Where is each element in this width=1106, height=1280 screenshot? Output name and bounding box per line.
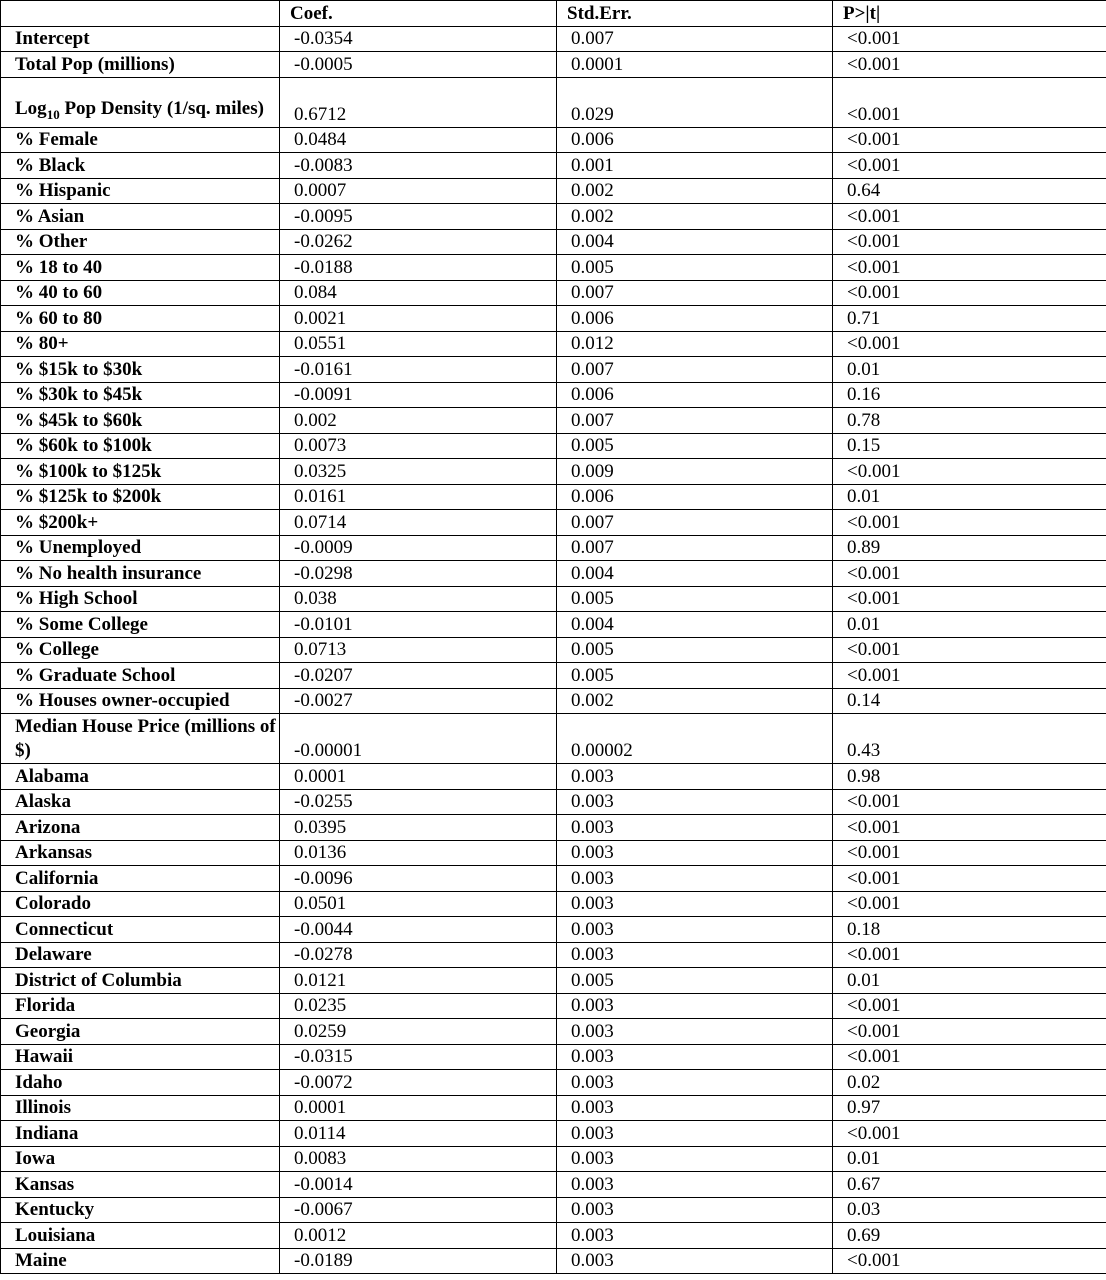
pvalue-cell: <0.001: [833, 866, 1106, 892]
row-label: Arizona: [1, 815, 280, 841]
coef-cell: 0.038: [280, 586, 557, 612]
coef-cell: 0.0551: [280, 331, 557, 357]
table-row: [1, 1146, 1106, 1172]
pvalue-cell: <0.001: [833, 891, 1106, 917]
pvalue-cell: <0.001: [833, 26, 1106, 52]
stderr-cell: 0.003: [557, 1223, 833, 1249]
row-label: Total Pop (millions): [1, 52, 280, 78]
stderr-cell: 0.006: [557, 382, 833, 408]
pvalue-cell: <0.001: [833, 1044, 1106, 1070]
stderr-cell: 0.007: [557, 280, 833, 306]
pvalue-cell: <0.001: [833, 127, 1106, 153]
coef-cell: 0.0007: [280, 178, 557, 204]
table-row: [1, 917, 1106, 943]
stderr-cell: 0.003: [557, 917, 833, 943]
stderr-cell: 0.007: [557, 26, 833, 52]
pvalue-cell: <0.001: [833, 1248, 1106, 1274]
row-label: Delaware: [1, 942, 280, 968]
table-row: [1, 891, 1106, 917]
row-label: % Some College: [1, 612, 280, 638]
row-label-subscript: 10: [46, 106, 60, 122]
row-label: Hawaii: [1, 1044, 280, 1070]
coef-cell: -0.0298: [280, 561, 557, 587]
coef-cell: -0.0096: [280, 866, 557, 892]
table-row: [1, 1223, 1106, 1249]
coef-cell: -0.0262: [280, 229, 557, 255]
pvalue-cell: 0.98: [833, 764, 1106, 790]
coef-cell: -0.0027: [280, 688, 557, 714]
coef-cell: 0.0114: [280, 1121, 557, 1147]
pvalue-cell: 0.01: [833, 484, 1106, 510]
pvalue-cell: 0.01: [833, 968, 1106, 994]
row-label: % High School: [1, 586, 280, 612]
row-label: % 60 to 80: [1, 306, 280, 332]
table-row: [1, 52, 1106, 78]
coef-cell: 0.0136: [280, 840, 557, 866]
pvalue-cell: 0.16: [833, 382, 1106, 408]
table-row: [1, 153, 1106, 179]
table-row: [1, 408, 1106, 434]
coef-cell: -0.00001: [280, 714, 557, 764]
pvalue-cell: 0.14: [833, 688, 1106, 714]
table-row: [1, 204, 1106, 230]
row-label: % Unemployed: [1, 535, 280, 561]
coef-cell: -0.0354: [280, 26, 557, 52]
table-row: [1, 1044, 1106, 1070]
row-label: % 80+: [1, 331, 280, 357]
row-label: Alaska: [1, 789, 280, 815]
stderr-cell: 0.001: [557, 153, 833, 179]
row-label: [1, 77, 280, 127]
row-label: % Female: [1, 127, 280, 153]
coef-cell: 0.0501: [280, 891, 557, 917]
table-row: [1, 688, 1106, 714]
table-row: [1, 1172, 1106, 1198]
coef-cell: 0.0021: [280, 306, 557, 332]
coef-cell: -0.0278: [280, 942, 557, 968]
pvalue-cell: <0.001: [833, 663, 1106, 689]
stderr-cell: 0.009: [557, 459, 833, 485]
pvalue-cell: 0.64: [833, 178, 1106, 204]
row-label: % Hispanic: [1, 178, 280, 204]
row-label: % $100k to $125k: [1, 459, 280, 485]
table-row: [1, 561, 1106, 587]
stderr-cell: 0.003: [557, 942, 833, 968]
coef-cell: -0.0072: [280, 1070, 557, 1096]
stderr-cell: 0.029: [557, 77, 833, 127]
row-label: Idaho: [1, 1070, 280, 1096]
row-label: % Houses owner-occupied: [1, 688, 280, 714]
pvalue-cell: <0.001: [833, 229, 1106, 255]
row-label: Kentucky: [1, 1197, 280, 1223]
pvalue-cell: <0.001: [833, 510, 1106, 536]
pvalue-cell: 0.01: [833, 612, 1106, 638]
coef-cell: 0.0073: [280, 433, 557, 459]
pvalue-cell: 0.67: [833, 1172, 1106, 1198]
stderr-cell: 0.003: [557, 789, 833, 815]
row-label: Colorado: [1, 891, 280, 917]
row-label: % 18 to 40: [1, 255, 280, 281]
row-label: Arkansas: [1, 840, 280, 866]
header-row: [1, 1, 1106, 27]
coef-cell: 0.0325: [280, 459, 557, 485]
table-row: [1, 229, 1106, 255]
coef-cell: -0.0188: [280, 255, 557, 281]
stderr-cell: 0.007: [557, 357, 833, 383]
pvalue-cell: 0.02: [833, 1070, 1106, 1096]
pvalue-cell: 0.18: [833, 917, 1106, 943]
stderr-cell: 0.004: [557, 561, 833, 587]
row-label: Indiana: [1, 1121, 280, 1147]
stderr-cell: 0.007: [557, 535, 833, 561]
pvalue-cell: <0.001: [833, 993, 1106, 1019]
coef-cell: 0.0714: [280, 510, 557, 536]
pvalue-cell: <0.001: [833, 942, 1106, 968]
pvalue-cell: <0.001: [833, 204, 1106, 230]
table-row: [1, 866, 1106, 892]
pvalue-cell: <0.001: [833, 255, 1106, 281]
table-row: [1, 1248, 1106, 1274]
coef-cell: 0.0001: [280, 764, 557, 790]
table-row: [1, 789, 1106, 815]
pvalue-cell: <0.001: [833, 815, 1106, 841]
table-row: [1, 968, 1106, 994]
pvalue-cell: 0.71: [833, 306, 1106, 332]
stderr-cell: 0.004: [557, 612, 833, 638]
coef-cell: -0.0161: [280, 357, 557, 383]
stderr-cell: 0.002: [557, 178, 833, 204]
table-row: [1, 178, 1106, 204]
row-label: % Graduate School: [1, 663, 280, 689]
row-label: Louisiana: [1, 1223, 280, 1249]
coef-cell: -0.0005: [280, 52, 557, 78]
table-row: [1, 637, 1106, 663]
table-row: [1, 77, 1106, 127]
stderr-cell: 0.002: [557, 204, 833, 230]
pvalue-cell: 0.97: [833, 1095, 1106, 1121]
pvalue-cell: <0.001: [833, 52, 1106, 78]
row-label: Alabama: [1, 764, 280, 790]
header-pvalue: P>|t|: [833, 1, 1106, 27]
coef-cell: 0.0235: [280, 993, 557, 1019]
stderr-cell: 0.003: [557, 1070, 833, 1096]
pvalue-cell: <0.001: [833, 280, 1106, 306]
table-row: [1, 714, 1106, 764]
stderr-cell: 0.005: [557, 433, 833, 459]
pvalue-cell: 0.03: [833, 1197, 1106, 1223]
coef-cell: -0.0101: [280, 612, 557, 638]
coef-cell: -0.0083: [280, 153, 557, 179]
row-label: Illinois: [1, 1095, 280, 1121]
stderr-cell: 0.003: [557, 866, 833, 892]
coef-cell: 0.0395: [280, 815, 557, 841]
table-row: [1, 1121, 1106, 1147]
coef-cell: -0.0315: [280, 1044, 557, 1070]
stderr-cell: 0.003: [557, 1197, 833, 1223]
row-label: % Black: [1, 153, 280, 179]
coef-cell: 0.0713: [280, 637, 557, 663]
table-row: [1, 255, 1106, 281]
stderr-cell: 0.003: [557, 1095, 833, 1121]
pvalue-cell: <0.001: [833, 77, 1106, 127]
coef-cell: -0.0091: [280, 382, 557, 408]
stderr-cell: 0.003: [557, 840, 833, 866]
table-row: [1, 306, 1106, 332]
table-row: [1, 357, 1106, 383]
stderr-cell: 0.004: [557, 229, 833, 255]
table-row: [1, 815, 1106, 841]
pvalue-cell: 0.01: [833, 1146, 1106, 1172]
table-row: [1, 993, 1106, 1019]
stderr-cell: 0.006: [557, 127, 833, 153]
stderr-cell: 0.003: [557, 1044, 833, 1070]
row-label: % College: [1, 637, 280, 663]
header-coef: Coef.: [280, 1, 557, 27]
stderr-cell: 0.002: [557, 688, 833, 714]
coef-cell: 0.0484: [280, 127, 557, 153]
coef-cell: 0.002: [280, 408, 557, 434]
row-label: % $45k to $60k: [1, 408, 280, 434]
pvalue-cell: <0.001: [833, 459, 1106, 485]
pvalue-cell: <0.001: [833, 561, 1106, 587]
header-label-cell: [1, 1, 280, 27]
coef-cell: -0.0189: [280, 1248, 557, 1274]
coef-cell: -0.0044: [280, 917, 557, 943]
row-label: % Other: [1, 229, 280, 255]
coef-cell: 0.0083: [280, 1146, 557, 1172]
stderr-cell: 0.003: [557, 764, 833, 790]
pvalue-cell: <0.001: [833, 153, 1106, 179]
table-row: [1, 510, 1106, 536]
pvalue-cell: 0.89: [833, 535, 1106, 561]
table-row: [1, 1019, 1106, 1045]
coef-cell: 0.084: [280, 280, 557, 306]
stderr-cell: 0.003: [557, 1121, 833, 1147]
table-row: [1, 433, 1106, 459]
stderr-cell: 0.005: [557, 637, 833, 663]
row-label: Iowa: [1, 1146, 280, 1172]
pvalue-cell: <0.001: [833, 840, 1106, 866]
row-label: % $125k to $200k: [1, 484, 280, 510]
table-row: [1, 26, 1106, 52]
row-label: Florida: [1, 993, 280, 1019]
pvalue-cell: <0.001: [833, 331, 1106, 357]
stderr-cell: 0.005: [557, 968, 833, 994]
stderr-cell: 0.003: [557, 1146, 833, 1172]
coef-cell: 0.0121: [280, 968, 557, 994]
table-row: [1, 586, 1106, 612]
stderr-cell: 0.005: [557, 663, 833, 689]
coef-cell: 0.6712: [280, 77, 557, 127]
row-label: % $60k to $100k: [1, 433, 280, 459]
coef-cell: -0.0095: [280, 204, 557, 230]
table-row: [1, 382, 1106, 408]
stderr-cell: 0.007: [557, 408, 833, 434]
table-row: [1, 459, 1106, 485]
row-label: % No health insurance: [1, 561, 280, 587]
table-row: [1, 612, 1106, 638]
row-label: Intercept: [1, 26, 280, 52]
pvalue-cell: <0.001: [833, 1121, 1106, 1147]
stderr-cell: 0.006: [557, 306, 833, 332]
coef-cell: 0.0001: [280, 1095, 557, 1121]
row-label: Median House Price (millions of $): [1, 714, 280, 764]
row-label: % $15k to $30k: [1, 357, 280, 383]
table-row: [1, 280, 1106, 306]
coef-cell: 0.0161: [280, 484, 557, 510]
stderr-cell: 0.003: [557, 1248, 833, 1274]
stderr-cell: 0.006: [557, 484, 833, 510]
coef-cell: -0.0009: [280, 535, 557, 561]
coef-cell: -0.0067: [280, 1197, 557, 1223]
row-label: % $200k+: [1, 510, 280, 536]
stderr-cell: 0.003: [557, 993, 833, 1019]
table-row: [1, 484, 1106, 510]
row-label: % 40 to 60: [1, 280, 280, 306]
pvalue-cell: 0.69: [833, 1223, 1106, 1249]
coef-cell: -0.0014: [280, 1172, 557, 1198]
stderr-cell: 0.012: [557, 331, 833, 357]
pvalue-cell: <0.001: [833, 789, 1106, 815]
stderr-cell: 0.00002: [557, 714, 833, 764]
stderr-cell: 0.003: [557, 891, 833, 917]
row-label: Connecticut: [1, 917, 280, 943]
row-label: % $30k to $45k: [1, 382, 280, 408]
row-label: District of Columbia: [1, 968, 280, 994]
table-row: [1, 942, 1106, 968]
stderr-cell: 0.003: [557, 1019, 833, 1045]
coef-cell: -0.0255: [280, 789, 557, 815]
table-row: [1, 840, 1106, 866]
table-row: [1, 535, 1106, 561]
row-label: California: [1, 866, 280, 892]
pvalue-cell: 0.15: [833, 433, 1106, 459]
pvalue-cell: <0.001: [833, 637, 1106, 663]
stderr-cell: 0.003: [557, 815, 833, 841]
table-row: [1, 331, 1106, 357]
pvalue-cell: 0.78: [833, 408, 1106, 434]
row-label: Georgia: [1, 1019, 280, 1045]
table-row: [1, 1070, 1106, 1096]
pvalue-cell: <0.001: [833, 1019, 1106, 1045]
header-stderr: Std.Err.: [557, 1, 833, 27]
stderr-cell: 0.007: [557, 510, 833, 536]
table-row: [1, 127, 1106, 153]
stderr-cell: 0.0001: [557, 52, 833, 78]
table-row: [1, 1095, 1106, 1121]
coef-cell: -0.0207: [280, 663, 557, 689]
row-label: Maine: [1, 1248, 280, 1274]
table-row: [1, 663, 1106, 689]
row-label: Kansas: [1, 1172, 280, 1198]
row-label: % Asian: [1, 204, 280, 230]
pvalue-cell: 0.43: [833, 714, 1106, 764]
pvalue-cell: 0.01: [833, 357, 1106, 383]
stderr-cell: 0.005: [557, 255, 833, 281]
coef-cell: 0.0012: [280, 1223, 557, 1249]
coef-cell: 0.0259: [280, 1019, 557, 1045]
table-row: [1, 764, 1106, 790]
stderr-cell: 0.005: [557, 586, 833, 612]
table-row: [1, 1197, 1106, 1223]
row-label-base: Log: [15, 97, 47, 119]
stderr-cell: 0.003: [557, 1172, 833, 1198]
pvalue-cell: <0.001: [833, 586, 1106, 612]
row-label-rest: Pop Density (1/sq. miles): [59, 97, 264, 119]
